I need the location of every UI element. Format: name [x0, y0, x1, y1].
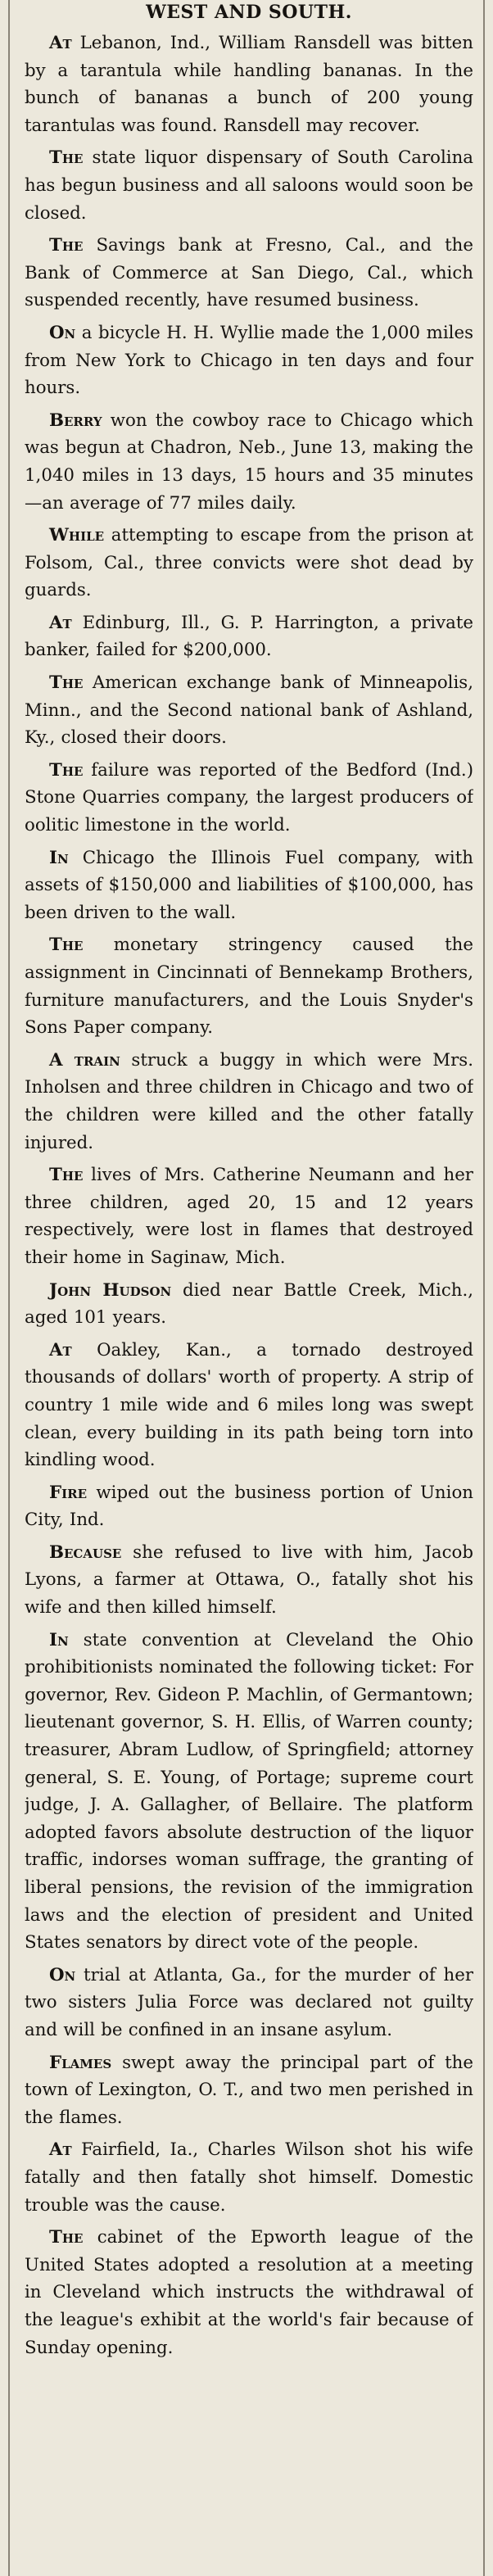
news-paragraph: [25, 29, 473, 139]
paragraph-text: died near Battle Creek, Mich., aged 101 years.: [25, 1279, 473, 1329]
paragraph-text: Savings bank at Fresno, Cal., and the Bank of Commerce at San Diego, Cal., which suspended recently, have resumed business.: [25, 235, 473, 311]
news-paragraph: [25, 931, 473, 1041]
paragraph-text: state liquor dispensary of South Carolina has begun business and all saloons would soon be closed.: [25, 147, 473, 224]
news-paragraph: [25, 1962, 473, 2044]
paragraph-lead-word: The: [49, 672, 84, 694]
paragraph-lead-word: At: [49, 612, 72, 633]
news-paragraph: [25, 2049, 473, 2132]
paragraph-lead-word: In: [49, 847, 69, 868]
paragraph-text: lives of Mrs. Catherine Neumann and her three children, aged 20, 15 and 12 years respectively, were lost in flames that destroyed their home in Saginaw, Mich.: [25, 1165, 473, 1268]
paragraph-text: attempting to escape from the prison at Folsom, Cal., three convicts were shot dead by guards.: [25, 525, 473, 601]
paragraph-text: Lebanon, Ind., William Ransdell was bitten by a tarantula while handling bananas. In the bunch of bananas a bunch of 200 young tarantulas was found. Ransdell may recover.: [25, 33, 473, 136]
section-heading: WEST AND SOUTH.: [146, 2, 352, 23]
paragraph-text: struck a buggy in which were Mrs. Inholsen and three children in Chicago and two of the children were killed and the other fatally injured.: [25, 1049, 473, 1153]
paragraph-lead-word: Because: [49, 1542, 122, 1563]
news-paragraph: [25, 669, 473, 752]
paragraph-text: American exchange bank of Minneapolis, Minn., and the Second national bank of Ashland, Ky., closed their doors.: [25, 672, 473, 749]
paragraph-text: Chicago the Illinois Fuel company, with assets of $150,000 and liabilities of $100,000, has been driven to the wall.: [25, 847, 473, 923]
paragraph-lead-word: On: [49, 1964, 76, 1985]
news-paragraph: [25, 319, 473, 402]
news-paragraph: [25, 232, 473, 315]
paragraph-text: failure was reported of the Bedford (Ind.) Stone Quarries company, the largest producers of oolitic limestone in the world.: [25, 759, 473, 836]
right-column-rule: [483, 0, 485, 2576]
paragraph-lead-word: Berry: [49, 410, 102, 431]
news-paragraph: [25, 757, 473, 840]
paragraph-lead-word: Flames: [49, 2052, 112, 2073]
news-paragraph: [25, 2224, 473, 2361]
news-paragraph: [25, 1047, 473, 1157]
paragraph-lead-word: The: [49, 235, 84, 256]
paragraph-lead-word: Fire: [49, 1482, 88, 1503]
paragraph-lead-word: While: [49, 525, 105, 546]
news-paragraph: [25, 1539, 473, 1622]
news-items: [25, 29, 473, 2361]
paragraph-lead-word: At: [49, 2139, 72, 2161]
paragraph-lead-word: John Hudson: [49, 1279, 172, 1301]
news-paragraph: [25, 1161, 473, 1271]
paragraph-lead-word: At: [49, 1339, 72, 1360]
paragraph-lead-word: In: [49, 1629, 69, 1650]
left-column-rule: [8, 0, 10, 2576]
paragraph-text: Oakley, Kan., a tornado destroyed thousands of dollars' worth of property. A strip of country 1 mile wide and 6 miles long was swept clean, every building in its path being torn into kindling wood.: [25, 1339, 473, 1471]
news-paragraph: [25, 522, 473, 604]
news-paragraph: [25, 1479, 473, 1534]
news-column: [25, 0, 473, 2576]
paragraph-lead-word: At: [49, 33, 72, 53]
paragraph-text: Edinburg, Ill., G. P. Harrington, a private banker, failed for $200,000.: [25, 612, 473, 661]
paragraph-text: trial at Atlanta, Ga., for the murder of her two sisters Julia Force was declared not guilty and will be confined in an insane asylum.: [25, 1964, 473, 2040]
paragraph-lead-word: The: [49, 147, 84, 169]
news-paragraph: [25, 1277, 473, 1332]
paragraph-lead-word: The: [49, 1165, 84, 1186]
paragraph-lead-word: The: [49, 935, 84, 956]
paragraph-text: monetary stringency caused the assignment in Cincinnati of Bennekamp Brothers, furniture manufacturers, and the Louis Snyder's Sons Paper company.: [25, 935, 473, 1039]
paragraph-text: she refused to live with him, Jacob Lyons, a farmer at Ottawa, O., fatally shot his wife and then killed himself.: [25, 1542, 473, 1618]
news-paragraph: [25, 1337, 473, 1474]
paragraph-text: cabinet of the Epworth league of the United States adopted a resolution at a meeting in Cleveland which instructs the withdrawal of the league's exhibit at the world's fair because of Sunday opening.: [25, 2227, 473, 2358]
paragraph-lead-word: The: [49, 2227, 84, 2248]
paragraph-text: won the cowboy race to Chicago which was begun at Chadron, Neb., June 13, making the 1,040 miles in 13 days, 15 hours and 35 minutes—an average of 77 miles daily.: [25, 410, 473, 514]
paragraph-text: Fairfield, Ia., Charles Wilson shot his wife fatally and then fatally shot himself. Domestic trouble was the cause.: [25, 2139, 473, 2216]
paragraph-text: state convention at Cleveland the Ohio prohibitionists nominated the following ticket: For governor, Rev. Gideon P. Machlin, of Germantown; lieutenant governor, S. H. Ellis, of Warren county; treasurer, Abram Ludlow, of Springfield; attorney general, S. E. Young, of Portage; supreme court judge, J. A. Gallagher, of Bellaire. The platform adopted favors absolute destruction of the liquor traffic, indorses woman suffrage, the granting of liberal pensions, the revision of the immigration laws and the election of president and United States senators by direct vote of the people.: [25, 1629, 473, 1954]
news-paragraph: [25, 844, 473, 927]
news-paragraph: [25, 1627, 473, 1957]
news-paragraph: [25, 609, 473, 664]
paragraph-lead-word: On: [49, 322, 76, 343]
news-paragraph: [25, 407, 473, 517]
paragraph-lead-word: The: [49, 759, 84, 781]
paragraph-lead-word: A train: [49, 1049, 120, 1071]
paragraph-text: swept away the principal part of the town of Lexington, O. T., and two men perished in the flames.: [25, 2052, 473, 2128]
news-paragraph: [25, 2136, 473, 2219]
paragraph-text: wiped out the business portion of Union City, Ind.: [25, 1482, 473, 1531]
paragraph-text: a bicycle H. H. Wyllie made the 1,000 miles from New York to Chicago in ten days and four hours.: [25, 322, 473, 399]
news-paragraph: [25, 144, 473, 227]
